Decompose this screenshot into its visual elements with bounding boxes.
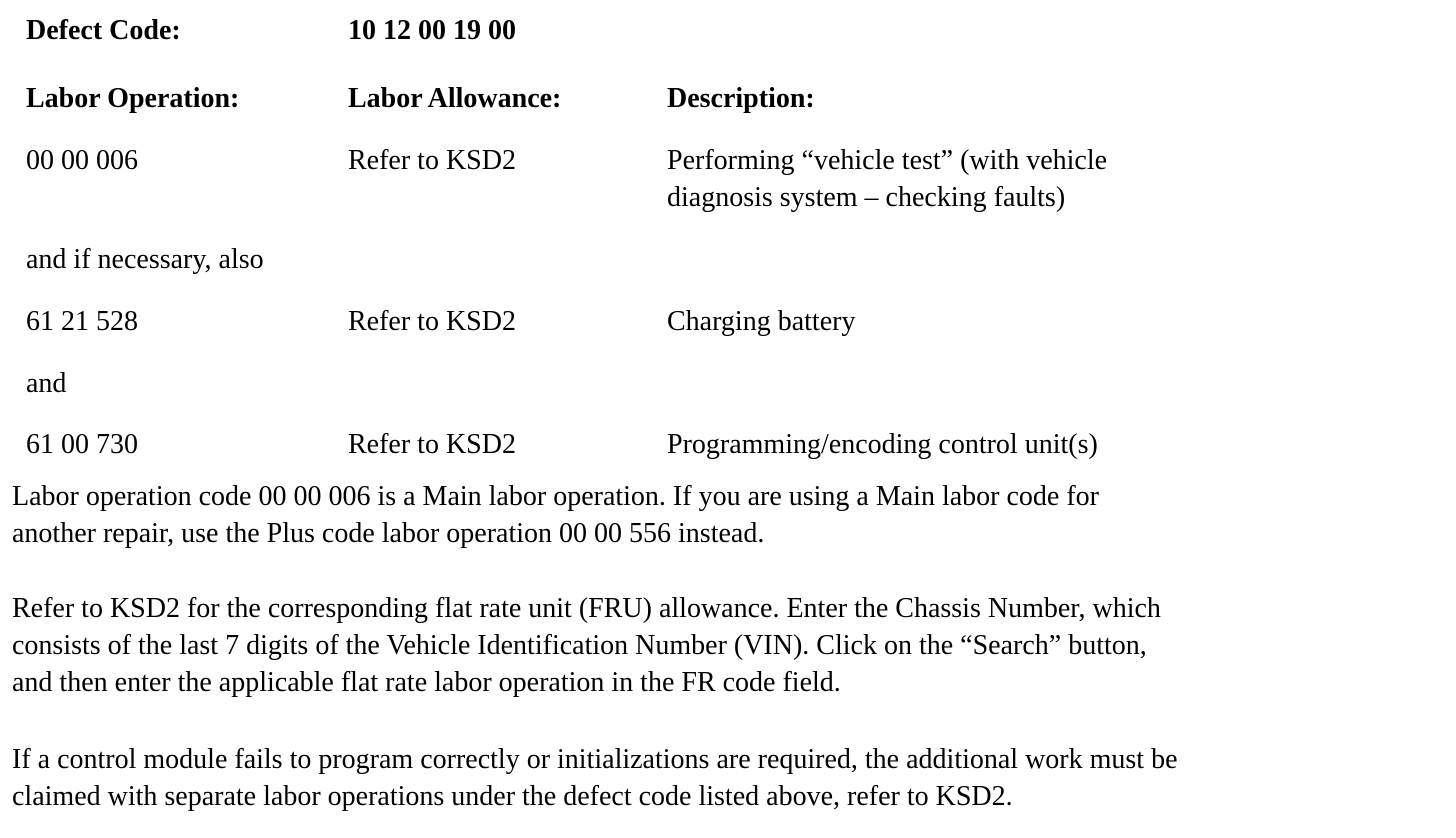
row-3-allowance: Refer to KSD2: [348, 429, 516, 460]
paragraph-2-line-1: Refer to KSD2 for the corresponding flat rate unit (FRU) allowance. Enter the Chassis Number, which: [12, 593, 1161, 624]
defect-code-label: Defect Code:: [26, 15, 181, 46]
row-2-allowance: Refer to KSD2: [348, 306, 516, 337]
defect-code-value: 10 12 00 19 00: [348, 15, 516, 46]
connector-if-necessary: and if necessary, also: [26, 244, 264, 275]
row-2-description-line-1: Charging battery: [667, 306, 856, 337]
paragraph-main-labor-note: [12, 478, 1432, 552]
row-3-description-line-1: Programming/encoding control unit(s): [667, 429, 1098, 460]
paragraph-control-module-note: [12, 741, 1432, 815]
labor-operation-header: Labor Operation:: [26, 83, 240, 114]
paragraph-ksd2-instructions: [12, 590, 1432, 701]
paragraph-2-line-3: and then enter the applicable flat rate labor operation in the FR code field.: [12, 667, 841, 698]
row-1-allowance: Refer to KSD2: [348, 145, 516, 176]
connector-and: and: [26, 368, 67, 399]
paragraph-3-line-2: claimed with separate labor operations under the defect code listed above, refer to KSD2.: [12, 781, 1013, 812]
paragraph-1-line-2: another repair, use the Plus code labor operation 00 00 556 instead.: [12, 518, 765, 549]
labor-allowance-header: Labor Allowance:: [348, 83, 562, 114]
row-3-operation: 61 00 730: [26, 429, 138, 460]
paragraph-1-line-1: Labor operation code 00 00 006 is a Main labor operation. If you are using a Main labor code for: [12, 481, 1099, 512]
paragraph-2-line-2: consists of the last 7 digits of the Vehicle Identification Number (VIN). Click on the “Search” button,: [12, 630, 1147, 661]
row-1-description-line-1: Performing “vehicle test” (with vehicle: [667, 145, 1108, 176]
paragraph-3-line-1: If a control module fails to program correctly or initializations are required, the additional work must be: [12, 744, 1178, 775]
row-2-operation: 61 21 528: [26, 306, 138, 337]
row-1-description-line-2: diagnosis system – checking faults): [667, 182, 1066, 213]
description-header: Description:: [667, 83, 815, 114]
row-1-operation: 00 00 006: [26, 145, 138, 176]
